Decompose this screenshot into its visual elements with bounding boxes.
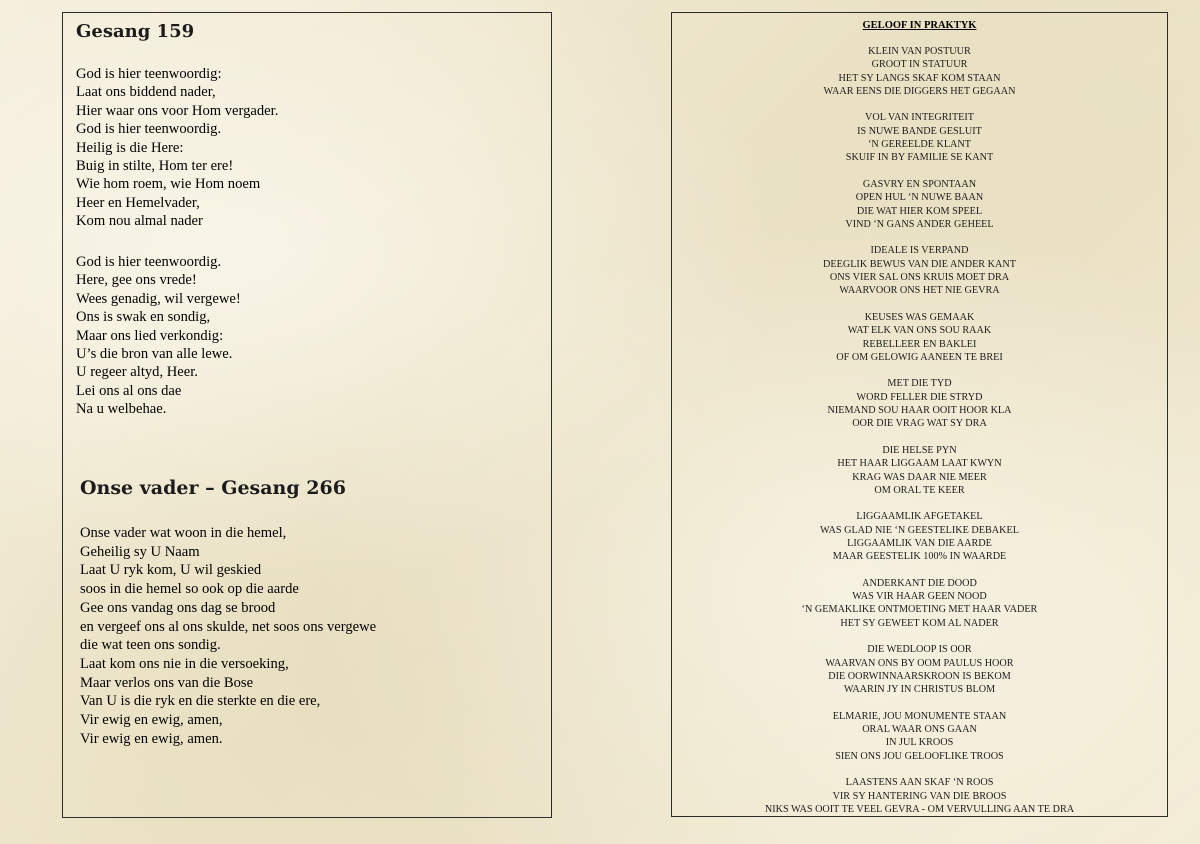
hymn-verse-2 — [76, 253, 241, 419]
poem-line: VOL VAN INTEGRITEIT — [864, 112, 975, 124]
poem-line: KLEIN VAN POSTUUR — [868, 46, 971, 57]
hymn-title: Gesang 159 — [76, 21, 195, 42]
prayer-line: die wat teen ons sondig. — [80, 637, 221, 654]
poem-line: KRAG WAS DAAR NIE MEER — [852, 471, 987, 483]
prayer-line: Laat U ryk kom, U wil geskied — [80, 562, 262, 579]
right-page-frame — [671, 12, 1168, 817]
hymn-line: Na u welbehae. — [76, 401, 167, 418]
hymn-line: Laat ons biddend nader, — [76, 84, 216, 101]
poem-line: ‘N GEREELDE KLANT — [868, 139, 971, 151]
hymn-line: Wees genadig, wil vergewe! — [76, 290, 241, 307]
prayer-title: Onse vader – Gesang 266 — [80, 477, 346, 499]
hymn-line: Buig in stilte, Hom ter ere! — [76, 158, 234, 175]
prayer-line: Laat kom ons nie in die versoeking, — [80, 655, 289, 672]
poem-stanza — [672, 311, 1167, 364]
hymn-line: Here, gee ons vrede! — [76, 272, 197, 289]
hymn-line: Kom nou almal nader — [76, 213, 203, 230]
poem-line: WAARVAN ONS BY OOM PAULUS HOOR — [825, 657, 1014, 669]
poem-line: IDEALE IS VERPAND — [870, 245, 969, 257]
poem-line: GASVRY EN SPONTAAN — [862, 178, 977, 190]
poem-stanza — [672, 377, 1167, 430]
poem-stanza — [672, 244, 1167, 297]
poem-line: LAASTENS AAN SKAF ‘N ROOS — [845, 777, 994, 789]
prayer-line: Vir ewig en ewig, amen, — [80, 712, 223, 729]
poem-line: WAARIN JY IN CHRISTUS BLOM — [843, 684, 996, 696]
poem-line: DIE HELSE PYN — [882, 444, 957, 456]
prayer-text — [80, 524, 376, 748]
prayer-line: Van U is die ryk en die sterkte en die ere, — [80, 693, 321, 710]
poem-line: DIE OORWINNAARSKROON IS BEKOM — [828, 670, 1011, 682]
poem-title: GELOOF IN PRAKTYK — [862, 20, 977, 31]
poem-line: DIE WEDLOOP IS OOR — [867, 644, 972, 656]
poem-line: ONS VIER SAL ONS KRUIS MOET DRA — [829, 272, 1010, 284]
poem-line: HET SY GEWEET KOM AL NADER — [840, 617, 999, 629]
poem-line: WAARVOOR ONS HET NIE GEVRA — [839, 285, 1000, 297]
hymn-line: Heilig is die Here: — [76, 139, 184, 156]
poem-line: HET HAAR LIGGAAM LAAT KWYN — [837, 458, 1002, 470]
hymn-line: Ons is swak en sondig, — [76, 309, 211, 326]
poem-stanza — [672, 776, 1167, 816]
poem-line: WAAR EENS DIE DIGGERS HET GEGAAN — [823, 85, 1016, 97]
poem-line: NIKS WAS OOIT TE VEEL GEVRA - OM VERVULLING AAN TE DRA — [764, 803, 1075, 815]
prayer-line: Vir ewig en ewig, amen. — [80, 730, 223, 747]
poem-stanza — [672, 444, 1167, 497]
hymn-line: Heer en Hemelvader, — [76, 194, 200, 211]
poem-stanza — [672, 111, 1167, 164]
poem-line: HET SY LANGS SKAF KOM STAAN — [838, 72, 1001, 84]
poem-line: ANDERKANT DIE DOOD — [862, 577, 977, 589]
hymn-line: God is hier teenwoordig. — [76, 121, 222, 138]
poem-line: OM ORAL TE KEER — [874, 484, 965, 496]
prayer-line: Geheilig sy U Naam — [80, 543, 200, 560]
poem-line: SKUIF IN BY FAMILIE SE KANT — [845, 152, 994, 164]
poem-line: SIEN ONS JOU GELOOFLIKE TROOS — [835, 750, 1004, 762]
poem-line: DIE WAT HIER KOM SPEEL — [856, 205, 983, 217]
poem-line: WORD FELLER DIE STRYD — [856, 391, 983, 403]
hymn-line: U regeer altyd, Heer. — [76, 364, 198, 381]
poem-line: IS NUWE BANDE GESLUIT — [857, 125, 982, 137]
poem-line: NIEMAND SOU HAAR OOIT HOOR KLA — [827, 405, 1012, 417]
poem-stanza — [672, 643, 1167, 696]
poem-stanza — [672, 45, 1167, 98]
poem-line: REBELLEER EN BAKLEI — [862, 338, 977, 350]
prayer-line: Onse vader wat woon in die hemel, — [80, 525, 287, 541]
poem-line: OF OM GELOWIG AANEEN TE BREI — [836, 351, 1003, 363]
hymn-line: Maar ons lied verkondig: — [76, 327, 224, 344]
hymn-line: U’s die bron van alle lewe. — [76, 346, 233, 363]
poem-line: ‘N GEMAKLIKE ONTMOETING MET HAAR VADER — [801, 604, 1038, 616]
prayer-line: Maar verlos ons van die Bose — [80, 674, 254, 691]
poem-line: OOR DIE VRAG WAT SY DRA — [852, 418, 987, 430]
prayer-line: soos in die hemel so ook op die aarde — [80, 581, 299, 598]
poem-line: GROOT IN STATUUR — [871, 59, 968, 71]
hymn-line: God is hier teenwoordig. — [76, 254, 222, 270]
poem-line: MAAR GEESTELIK 100% IN WAARDE — [832, 551, 1007, 563]
poem-stanza — [672, 710, 1167, 763]
poem-stanza — [672, 577, 1167, 630]
hymn-line: God is hier teenwoordig: — [76, 66, 222, 82]
prayer-line: Gee ons vandag ons dag se brood — [80, 599, 276, 616]
left-page-frame — [62, 12, 552, 818]
hymn-line: Hier waar ons voor Hom vergader. — [76, 102, 279, 119]
poem-line: ORAL WAAR ONS GAAN — [862, 724, 977, 736]
poem-body — [672, 45, 1167, 830]
poem-line: KEUSES WAS GEMAAK — [864, 311, 975, 323]
poem-line: ELMARIE, JOU MONUMENTE STAAN — [832, 710, 1007, 722]
poem-line: WAT ELK VAN ONS SOU RAAK — [847, 325, 992, 337]
hymn-verse-1 — [76, 65, 278, 231]
poem-line: LIGGAAMLIK AFGETAKEL — [856, 511, 983, 523]
poem-line: WAS GLAD NIE ‘N GEESTELIKE DEBAKEL — [820, 524, 1019, 536]
poem-line: VIND ‘N GANS ANDER GEHEEL — [845, 218, 994, 230]
hymn-line: Wie hom roem, wie Hom noem — [76, 176, 261, 193]
poem-line: OPEN HUL ‘N NUWE BAAN — [855, 192, 984, 204]
poem-line: DEEGLIK BEWUS VAN DIE ANDER KANT — [823, 258, 1016, 270]
poem-line: WAS VIR HAAR GEEN NOOD — [852, 591, 987, 603]
poem-line: LIGGAAMLIK VAN DIE AARDE — [847, 537, 992, 549]
prayer-line: en vergeef ons al ons skulde, net soos ons vergewe — [80, 618, 377, 635]
poem-line: IN JUL KROOS — [885, 737, 954, 749]
poem-stanza — [672, 178, 1167, 231]
poem-stanza — [672, 510, 1167, 563]
poem-line: VIR SY HANTERING VAN DIE BROOS — [832, 790, 1007, 802]
poem-line: MET DIE TYD — [887, 378, 952, 390]
hymn-line: Lei ons al ons dae — [76, 382, 182, 399]
